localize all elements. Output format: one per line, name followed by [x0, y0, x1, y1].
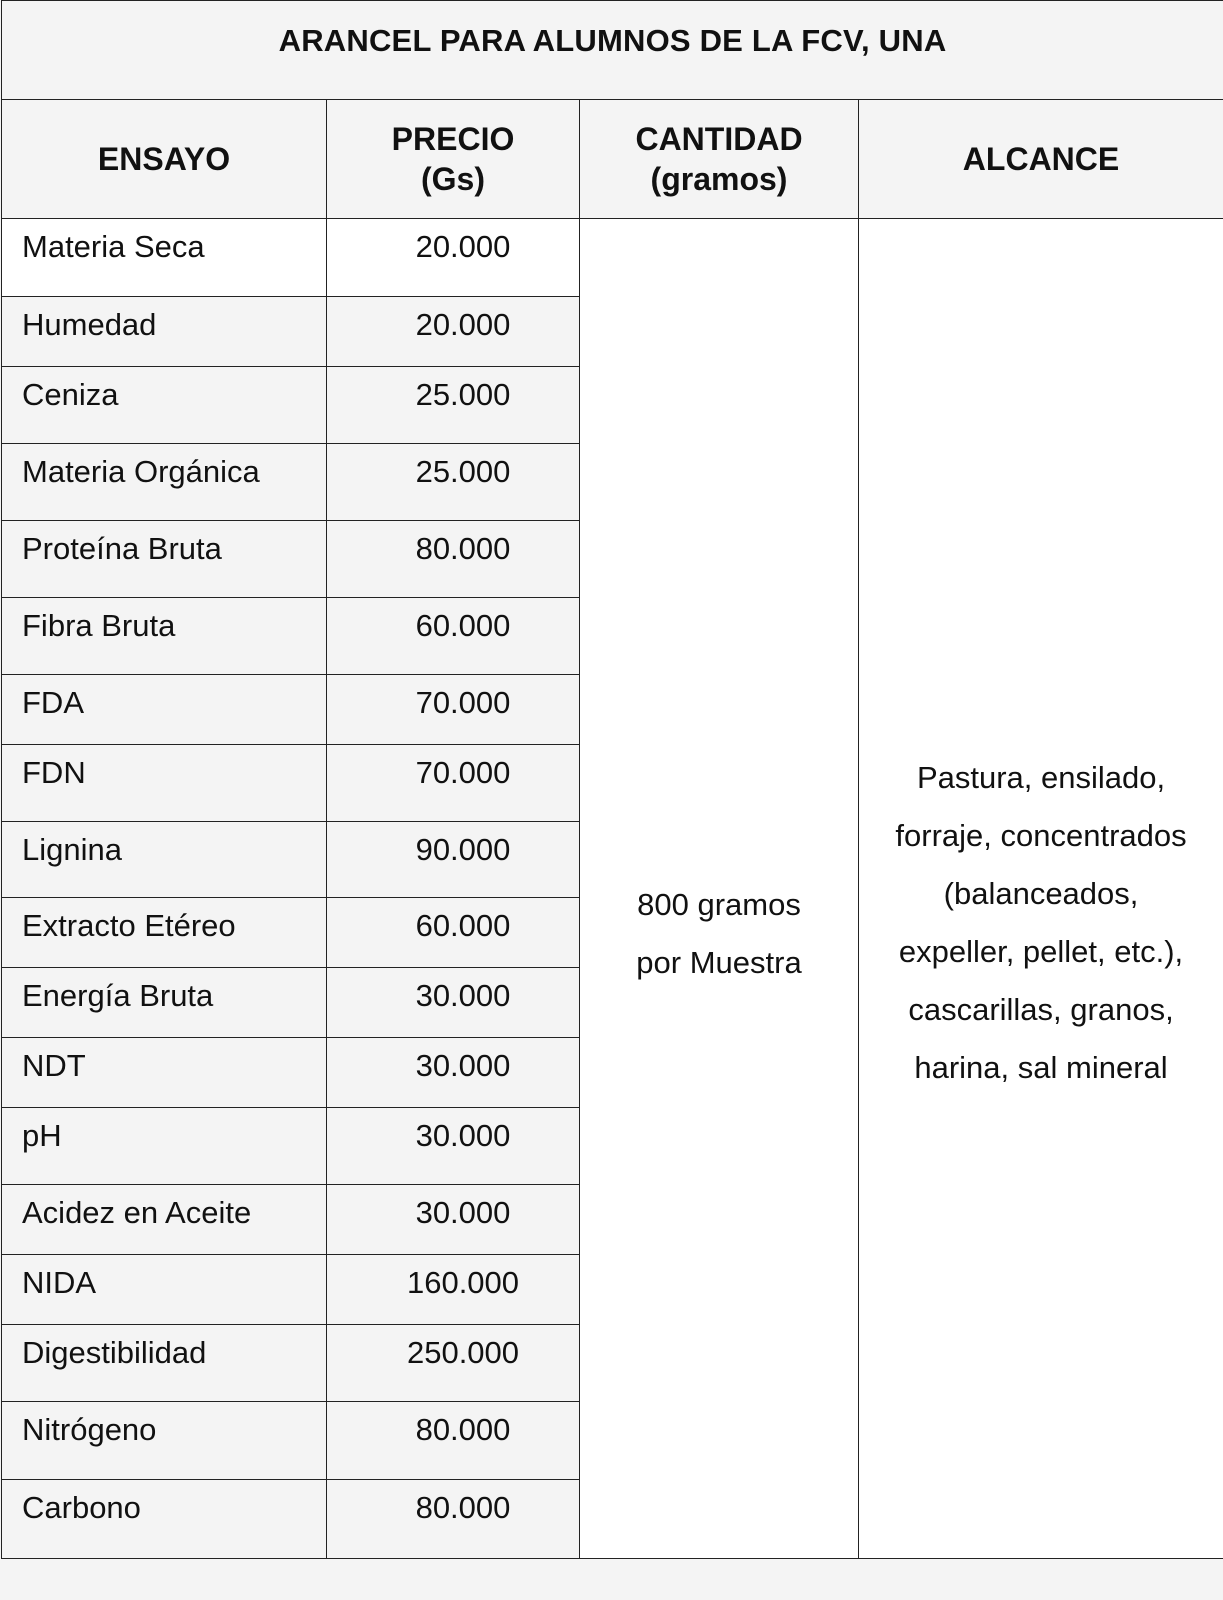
cantidad-line: por Muestra: [636, 944, 802, 980]
ensayo-cell: FDA: [2, 675, 327, 745]
precio-cell: 160.000: [327, 1255, 580, 1325]
ensayo-cell: Fibra Bruta: [2, 598, 327, 675]
precio-cell: 30.000: [327, 1108, 580, 1185]
alcance-line: (balanceados,: [943, 875, 1139, 911]
precio-cell: 25.000: [327, 444, 580, 521]
precio-cell: 60.000: [327, 598, 580, 675]
header-precio: [327, 100, 580, 219]
ensayo-cell: pH: [2, 1108, 327, 1185]
precio-cell: 80.000: [327, 521, 580, 598]
ensayo-cell: Ceniza: [2, 367, 327, 444]
header-ensayo: [2, 100, 327, 219]
precio-cell: 70.000: [327, 745, 580, 822]
alcance-line: Pastura, ensilado,: [916, 759, 1166, 795]
tariff-table: [1, 0, 1223, 1559]
precio-cell: 30.000: [327, 1038, 580, 1108]
ensayo-cell: Digestibilidad: [2, 1325, 327, 1402]
alcance-line: cascarillas, granos,: [908, 991, 1174, 1027]
alcance-line: expeller, pellet, etc.),: [898, 933, 1184, 969]
precio-cell: 80.000: [327, 1402, 580, 1480]
ensayo-cell: NDT: [2, 1038, 327, 1108]
ensayo-cell: Energía Bruta: [2, 968, 327, 1038]
precio-cell: 20.000: [327, 219, 580, 297]
precio-cell: 90.000: [327, 822, 580, 898]
precio-cell: 60.000: [327, 898, 580, 968]
title-row: [2, 1, 1223, 100]
table-title: ARANCEL PARA ALUMNOS DE LA FCV, UNA: [2, 1, 1223, 100]
header-precio-line1: PRECIO: [391, 121, 515, 157]
table-row: [2, 219, 1223, 297]
cantidad-cell: [580, 219, 859, 1559]
cantidad-line: 800 gramos: [637, 886, 801, 922]
precio-cell: 20.000: [327, 297, 580, 367]
alcance-line: forraje, concentrados: [895, 817, 1187, 853]
precio-cell: 250.000: [327, 1325, 580, 1402]
precio-cell: 30.000: [327, 1185, 580, 1255]
ensayo-cell: NIDA: [2, 1255, 327, 1325]
ensayo-cell: Nitrógeno: [2, 1402, 327, 1480]
ensayo-cell: FDN: [2, 745, 327, 822]
alcance-cell: [859, 219, 1223, 1559]
precio-cell: 70.000: [327, 675, 580, 745]
header-cantidad-line1: CANTIDAD: [635, 121, 803, 157]
ensayo-cell: Extracto Etéreo: [2, 898, 327, 968]
header-alcance: [859, 100, 1223, 219]
header-cantidad: [580, 100, 859, 219]
precio-cell: 25.000: [327, 367, 580, 444]
header-ensayo-label: ENSAYO: [97, 141, 231, 177]
precio-cell: 30.000: [327, 968, 580, 1038]
header-row: [2, 100, 1223, 219]
ensayo-cell: Lignina: [2, 822, 327, 898]
precio-cell: 80.000: [327, 1480, 580, 1559]
ensayo-cell: Materia Orgánica: [2, 444, 327, 521]
header-precio-line2: (Gs): [421, 161, 485, 197]
ensayo-cell: Carbono: [2, 1480, 327, 1559]
header-cantidad-line2: (gramos): [650, 161, 788, 197]
header-alcance-label: ALCANCE: [962, 141, 1120, 177]
alcance-line: harina, sal mineral: [914, 1049, 1168, 1085]
ensayo-cell: Proteína Bruta: [2, 521, 327, 598]
ensayo-cell: Humedad: [2, 297, 327, 367]
ensayo-cell: Materia Seca: [2, 219, 327, 297]
ensayo-cell: Acidez en Aceite: [2, 1185, 327, 1255]
